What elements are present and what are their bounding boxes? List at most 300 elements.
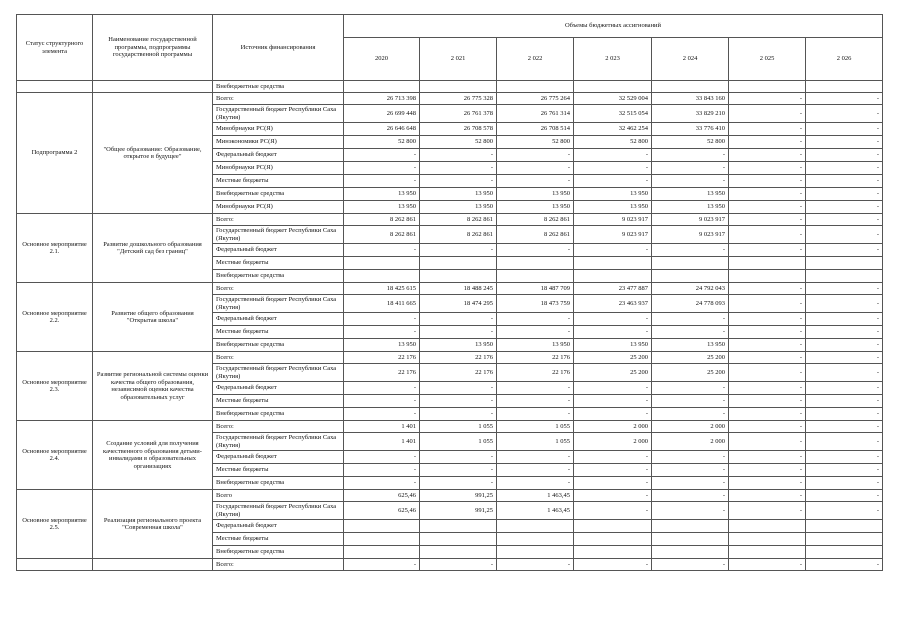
budget-value-cell: 32 515 054 [574,105,652,123]
budget-value-cell [497,81,574,93]
budget-value-cell: 25 200 [652,352,729,364]
budget-value-cell: - [420,408,497,421]
budget-value-cell: 13 950 [497,339,574,352]
budget-value-cell: 13 950 [652,188,729,201]
budget-value-cell: - [806,244,883,257]
budget-value-cell: - [652,244,729,257]
budget-value-cell: 24 778 093 [652,295,729,313]
budget-value-cell: - [497,149,574,162]
table-row [17,352,883,364]
budget-value-cell: - [729,421,806,433]
header-status: Статус структурного элемента [17,15,93,81]
budget-value-cell: - [574,395,652,408]
program-name: Развитие региональной системы оценки качества общего образования, независимой оценки качества образовательных услуг [93,352,213,421]
budget-value-cell: - [574,313,652,326]
header-year: 2020 [344,38,420,81]
budget-value-cell [344,533,420,546]
budget-value-cell [420,81,497,93]
budget-value-cell: - [652,502,729,520]
budget-value-cell: - [729,395,806,408]
budget-value-cell: - [729,136,806,149]
budget-value-cell [574,533,652,546]
budget-value-cell [420,533,497,546]
budget-value-cell: 13 950 [574,188,652,201]
budget-value-cell: 13 950 [420,188,497,201]
budget-value-cell: - [729,188,806,201]
budget-value-cell: 26 761 314 [497,105,574,123]
budget-value-cell: - [729,364,806,382]
funding-source: Местные бюджеты [213,395,344,408]
budget-value-cell: 33 776 410 [652,123,729,136]
funding-source: Минобрнауки РС(Я) [213,162,344,175]
budget-value-cell: - [806,559,883,571]
budget-value-cell: - [806,283,883,295]
budget-value-cell: - [806,149,883,162]
budget-value-cell: - [806,339,883,352]
budget-value-cell: - [344,313,420,326]
budget-value-cell: 22 176 [420,364,497,382]
budget-value-cell: - [497,313,574,326]
budget-value-cell: 23 463 937 [574,295,652,313]
budget-value-cell: 1 055 [497,421,574,433]
funding-source: Внебюджетные средства [213,339,344,352]
budget-value-cell: - [652,326,729,339]
budget-value-cell [497,533,574,546]
budget-value-cell: 18 474 295 [420,295,497,313]
budget-value-cell: - [344,382,420,395]
funding-source: Государственный бюджет Республики Саха (Якутия) [213,502,344,520]
budget-value-cell: 1 401 [344,433,420,451]
header-year: 2 025 [729,38,806,81]
program-name: Развитие общего образования "Открытая школа" [93,283,213,352]
header-year: 2 026 [806,38,883,81]
budget-value-cell [574,520,652,533]
budget-value-cell: - [729,149,806,162]
header-year: 2 023 [574,38,652,81]
budget-value-cell: 18 411 665 [344,295,420,313]
budget-value-cell: - [344,162,420,175]
budget-value-cell: 32 462 254 [574,123,652,136]
budget-value-cell: - [729,326,806,339]
budget-value-cell: - [420,477,497,490]
structural-element-status [17,81,93,93]
budget-value-cell: - [729,244,806,257]
budget-value-cell: 25 200 [574,352,652,364]
budget-value-cell: - [420,326,497,339]
budget-value-cell: - [652,395,729,408]
budget-value-cell: 8 262 861 [344,214,420,226]
budget-value-cell: - [729,226,806,244]
budget-value-cell [806,81,883,93]
budget-value-cell: - [652,490,729,502]
structural-element-status: Основное мероприятие 2.5. [17,490,93,559]
budget-value-cell: - [729,313,806,326]
budget-value-cell: - [806,136,883,149]
budget-value-cell [729,81,806,93]
budget-value-cell: 26 646 648 [344,123,420,136]
funding-source: Всего: [213,214,344,226]
budget-value-cell: 18 488 245 [420,283,497,295]
budget-value-cell: 26 699 448 [344,105,420,123]
funding-source: Государственный бюджет Республики Саха (Якутия) [213,295,344,313]
budget-value-cell: 25 200 [574,364,652,382]
table-row [17,490,883,502]
budget-value-cell: 24 792 043 [652,283,729,295]
budget-value-cell: 1 055 [420,433,497,451]
budget-value-cell [420,270,497,283]
budget-value-cell: - [806,295,883,313]
budget-value-cell: - [344,464,420,477]
budget-value-cell: - [806,226,883,244]
budget-value-cell: - [574,162,652,175]
structural-element-status: Основное мероприятие 2.1. [17,214,93,283]
table-row [17,93,883,105]
budget-value-cell [806,520,883,533]
funding-source: Государственный бюджет Республики Саха (Якутия) [213,226,344,244]
budget-value-cell: 8 262 861 [344,226,420,244]
budget-value-cell: - [729,433,806,451]
budget-value-cell: 9 023 917 [574,226,652,244]
budget-value-cell: 26 775 328 [420,93,497,105]
budget-value-cell: - [652,162,729,175]
budget-value-cell: 8 262 861 [497,214,574,226]
budget-value-cell: 25 200 [652,364,729,382]
budget-value-cell: - [806,175,883,188]
funding-source: Внебюджетные средства [213,546,344,559]
budget-value-cell [344,81,420,93]
budget-value-cell: - [574,326,652,339]
budget-value-cell: - [497,408,574,421]
funding-source: Минобрнауки РС(Я) [213,123,344,136]
budget-value-cell: 13 950 [420,339,497,352]
budget-value-cell: 13 950 [652,339,729,352]
budget-value-cell: - [652,313,729,326]
budget-value-cell [574,546,652,559]
program-name [93,81,213,93]
budget-value-cell: - [729,105,806,123]
budget-value-cell: - [497,451,574,464]
budget-value-cell: - [420,559,497,571]
budget-value-cell: - [806,382,883,395]
header-year: 2 024 [652,38,729,81]
budget-value-cell: - [574,502,652,520]
budget-value-cell: - [806,162,883,175]
budget-value-cell: - [574,464,652,477]
funding-source: Федеральный бюджет [213,244,344,257]
budget-value-cell: - [652,477,729,490]
budget-value-cell: - [652,559,729,571]
funding-source: Всего [213,490,344,502]
header-funding-source: Источник финансирования [213,15,344,81]
program-name: Реализация регионального проекта "Современная школа" [93,490,213,559]
budget-value-cell: 1 055 [497,433,574,451]
budget-value-cell: 13 950 [344,201,420,214]
budget-value-cell: 33 843 160 [652,93,729,105]
funding-source: Внебюджетные средства [213,408,344,421]
budget-value-cell: 18 487 709 [497,283,574,295]
funding-source: Местные бюджеты [213,326,344,339]
budget-value-cell: - [652,408,729,421]
budget-value-cell: - [574,451,652,464]
budget-value-cell: 22 176 [497,352,574,364]
budget-value-cell [806,533,883,546]
budget-value-cell: 52 800 [420,136,497,149]
budget-value-cell: - [652,464,729,477]
budget-value-cell: 22 176 [344,364,420,382]
funding-source: Местные бюджеты [213,175,344,188]
budget-value-cell: - [729,464,806,477]
budget-value-cell: - [344,559,420,571]
budget-value-cell: 26 713 398 [344,93,420,105]
budget-value-cell: - [806,433,883,451]
budget-value-cell [574,270,652,283]
budget-value-cell: 9 023 917 [574,214,652,226]
budget-value-cell: - [729,477,806,490]
budget-value-cell: - [806,451,883,464]
budget-value-cell: - [729,352,806,364]
budget-value-cell: 13 950 [652,201,729,214]
budget-value-cell [652,546,729,559]
budget-value-cell [420,257,497,270]
budget-value-cell: - [806,93,883,105]
budget-value-cell: - [729,123,806,136]
budget-value-cell: 52 800 [497,136,574,149]
budget-value-cell: - [729,93,806,105]
structural-element-status: Подпрограмма 2 [17,93,93,214]
budget-value-cell: - [806,214,883,226]
header-program-name: Наименование государственной программы, подпрограммы государственной программы [93,15,213,81]
budget-value-cell: - [729,295,806,313]
budget-value-cell: - [729,408,806,421]
budget-value-cell: - [420,313,497,326]
budget-value-cell [729,546,806,559]
budget-value-cell: - [420,244,497,257]
budget-value-cell: - [806,490,883,502]
budget-value-cell: 1 055 [420,421,497,433]
budget-value-cell: - [652,149,729,162]
funding-source: Федеральный бюджет [213,451,344,464]
budget-value-cell: - [729,162,806,175]
budget-value-cell: - [806,464,883,477]
budget-value-cell: 23 477 887 [574,283,652,295]
budget-value-cell: - [806,105,883,123]
table-row [17,421,883,433]
budget-value-cell: - [420,464,497,477]
structural-element-status [17,559,93,571]
budget-value-cell: - [652,382,729,395]
budget-value-cell: - [497,395,574,408]
budget-value-cell: - [729,490,806,502]
budget-value-cell: 991,25 [420,502,497,520]
budget-value-cell: 1 463,45 [497,490,574,502]
funding-source: Всего: [213,559,344,571]
budget-value-cell: - [344,477,420,490]
budget-value-cell: - [806,201,883,214]
budget-value-cell: - [420,382,497,395]
program-name: "Общее образование: Образование, открытое в будущее" [93,93,213,214]
funding-source: Внебюджетные средства [213,81,344,93]
funding-source: Местные бюджеты [213,257,344,270]
budget-value-cell: - [729,502,806,520]
budget-value-cell: - [497,477,574,490]
funding-source: Федеральный бюджет [213,313,344,326]
budget-value-cell [420,520,497,533]
budget-value-cell: - [806,421,883,433]
budget-value-cell: - [574,477,652,490]
budget-value-cell [574,81,652,93]
budget-value-cell: - [729,201,806,214]
budget-value-cell [344,546,420,559]
budget-value-cell: 9 023 917 [652,214,729,226]
budget-value-cell: - [806,352,883,364]
budget-value-cell: 8 262 861 [420,214,497,226]
budget-value-cell [729,257,806,270]
budget-value-cell: - [420,451,497,464]
budget-value-cell: - [806,408,883,421]
budget-value-cell: - [574,559,652,571]
funding-source: Федеральный бюджет [213,520,344,533]
budget-value-cell: 13 950 [497,188,574,201]
budget-value-cell: - [729,283,806,295]
budget-value-cell [729,520,806,533]
budget-value-cell: 52 800 [344,136,420,149]
funding-source: Внебюджетные средства [213,270,344,283]
budget-value-cell: 52 800 [574,136,652,149]
table-body [17,81,883,571]
budget-value-cell: 1 463,45 [497,502,574,520]
budget-value-cell: - [344,175,420,188]
budget-value-cell: - [344,244,420,257]
budget-value-cell: 2 000 [652,421,729,433]
funding-source: Минэкономики РС(Я) [213,136,344,149]
funding-source: Государственный бюджет Республики Саха (Якутия) [213,105,344,123]
budget-value-cell [806,270,883,283]
budget-value-cell: 13 950 [420,201,497,214]
budget-value-cell: - [497,244,574,257]
budget-value-cell: - [806,313,883,326]
header-year: 2 021 [420,38,497,81]
budget-value-cell: 33 829 210 [652,105,729,123]
budget-value-cell [420,546,497,559]
budget-value-cell: 13 950 [344,339,420,352]
budget-value-cell: - [806,364,883,382]
funding-source: Всего: [213,93,344,105]
budget-value-cell: - [420,162,497,175]
budget-value-cell: - [420,175,497,188]
budget-value-cell: - [497,175,574,188]
budget-value-cell: - [497,326,574,339]
budget-value-cell: - [729,214,806,226]
budget-value-cell: 8 262 861 [420,226,497,244]
funding-source: Местные бюджеты [213,464,344,477]
budget-value-cell: 991,25 [420,490,497,502]
budget-value-cell [574,257,652,270]
budget-value-cell: - [729,559,806,571]
table-row [17,214,883,226]
budget-value-cell: 18 473 759 [497,295,574,313]
header-year: 2 022 [497,38,574,81]
budget-value-cell: 13 950 [574,339,652,352]
budget-value-cell: - [574,382,652,395]
budget-value-cell: - [344,395,420,408]
budget-value-cell [806,257,883,270]
budget-value-cell: - [344,149,420,162]
funding-source: Федеральный бюджет [213,149,344,162]
budget-value-cell: 22 176 [497,364,574,382]
funding-source: Минобрнауки РС(Я) [213,201,344,214]
budget-value-cell [652,257,729,270]
funding-source: Государственный бюджет Республики Саха (Якутия) [213,433,344,451]
budget-value-cell [806,546,883,559]
budget-value-cell: 13 950 [344,188,420,201]
budget-value-cell: 26 708 578 [420,123,497,136]
structural-element-status: Основное мероприятие 2.3. [17,352,93,421]
budget-value-cell: - [497,559,574,571]
budget-value-cell [652,270,729,283]
budget-value-cell: - [344,451,420,464]
budget-value-cell: - [806,326,883,339]
budget-value-cell [497,257,574,270]
funding-source: Федеральный бюджет [213,382,344,395]
budget-value-cell: 8 262 861 [497,226,574,244]
budget-table [16,14,883,571]
budget-value-cell: - [652,175,729,188]
budget-value-cell [497,270,574,283]
funding-source: Внебюджетные средства [213,477,344,490]
budget-value-cell: 32 529 004 [574,93,652,105]
funding-source: Всего: [213,352,344,364]
budget-value-cell: - [497,382,574,395]
budget-value-cell: - [574,490,652,502]
budget-value-cell: 2 000 [574,421,652,433]
budget-value-cell: 2 000 [574,433,652,451]
funding-source: Местные бюджеты [213,533,344,546]
budget-value-cell: 26 761 378 [420,105,497,123]
budget-value-cell: - [420,395,497,408]
table-row [17,81,883,93]
budget-value-cell [497,520,574,533]
funding-source: Государственный бюджет Республики Саха (Якутия) [213,364,344,382]
budget-value-cell: - [344,408,420,421]
budget-value-cell: 13 950 [574,201,652,214]
funding-source: Всего: [213,421,344,433]
budget-value-cell: - [806,477,883,490]
budget-value-cell: - [344,326,420,339]
budget-value-cell [344,270,420,283]
budget-value-cell: - [574,175,652,188]
budget-value-cell: - [806,395,883,408]
budget-value-cell: - [574,408,652,421]
budget-value-cell: - [729,339,806,352]
budget-value-cell: - [574,244,652,257]
budget-value-cell [652,533,729,546]
budget-value-cell: 52 800 [652,136,729,149]
table-header [17,15,883,81]
table-row [17,559,883,571]
budget-value-cell [344,520,420,533]
budget-value-cell: 22 176 [420,352,497,364]
program-name: Создание условий для получения качественного образования детьми-инвалидами в образовательных организациях [93,421,213,490]
budget-value-cell [344,257,420,270]
header-budget-volumes: Объемы бюджетных ассигнований [344,15,883,38]
budget-value-cell: 2 000 [652,433,729,451]
budget-value-cell: - [497,464,574,477]
budget-value-cell: - [729,451,806,464]
table-row [17,283,883,295]
budget-value-cell: - [729,382,806,395]
budget-value-cell [497,546,574,559]
budget-value-cell: 9 023 917 [652,226,729,244]
